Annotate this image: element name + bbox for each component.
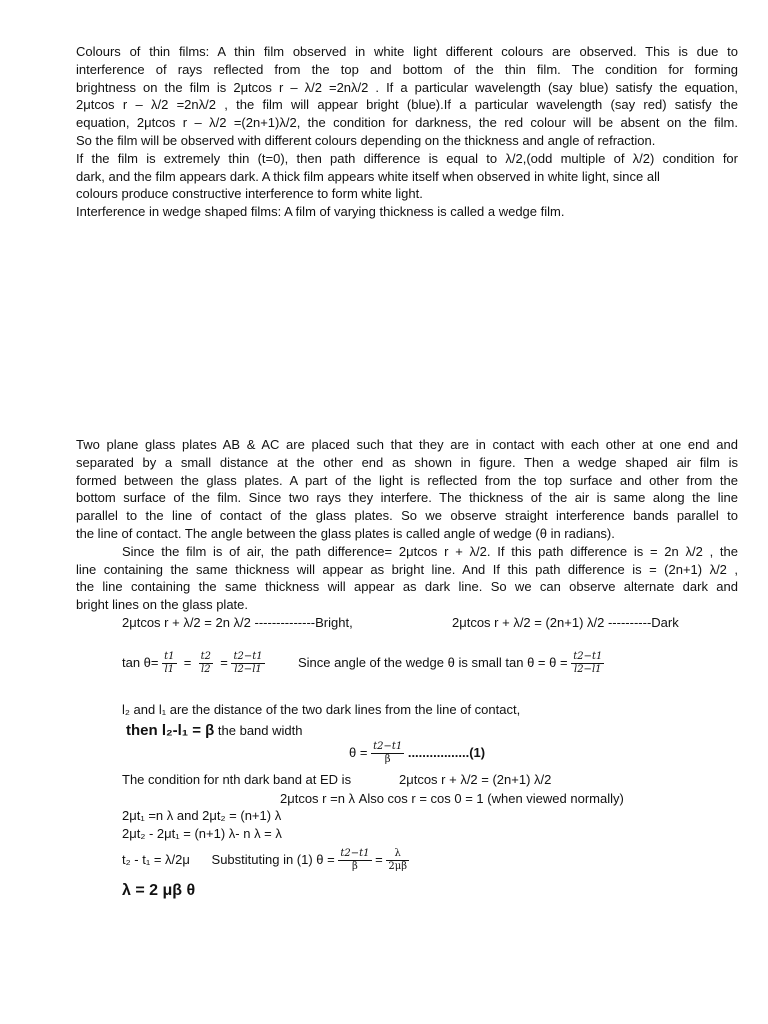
nth-dark-prefix: The condition for nth dark band at ED is <box>122 772 352 787</box>
substituting-text: Substituting in (1) θ = <box>211 852 335 867</box>
text-line: the line containing the same thickness will appear as dark line. So we can observe alternate dark and <box>76 579 738 595</box>
thickness-difference-equation <box>122 844 409 876</box>
dark-lines-description: l₂ and l₁ are the distance of the two dark lines from the line of contact, <box>122 702 521 717</box>
text-line: formed between the glass plates. A part of the light is reflected from the top surface and other from the <box>76 472 738 488</box>
band-width-definition <box>126 721 302 741</box>
final-result: λ = 2 μβ θ <box>122 882 196 899</box>
text-line: equation, 2μtcos r – λ/2 =(2n+1)λ/2, the condition for darkness, the red colour will be absent on the film. <box>76 115 738 131</box>
wedge-paragraph <box>76 436 738 614</box>
text-line: bottom surface of the film. Since two rays they interfere. The thickness of the air is same along the line <box>76 490 738 506</box>
nth-dark-equation: 2μtcos r + λ/2 = (2n+1) λ/2 <box>399 772 552 787</box>
text-line: the line of contact. The angle between the glass plates is called angle of wedge (θ in radians). <box>76 525 615 541</box>
fraction-dt-beta <box>371 741 404 766</box>
denominator: l2 <box>201 664 211 676</box>
text-line: colours produce constructive interference to form white light. <box>76 186 423 202</box>
numerator: t1 <box>164 651 175 663</box>
text-line: parallel to the line of contact of the glass plates. So we observe straight interference bands parallel to <box>76 508 738 524</box>
fraction-t1-l1 <box>162 651 176 676</box>
small-angle-equation <box>298 648 604 678</box>
tan-theta-equation <box>122 648 265 678</box>
equals-sign: = <box>183 655 192 670</box>
denominator: l2−l1 <box>234 664 262 676</box>
text-line: Interference in wedge shaped films: A film of varying thickness is called a wedge film. <box>76 204 565 220</box>
fraction-dt-dl <box>571 651 604 676</box>
numerator: t2−t1 <box>373 741 403 753</box>
denominator: l2−l1 <box>574 664 602 676</box>
text-line: Two plane glass plates AB & AC are placed such that they are in contact with each other at one end and <box>76 437 738 452</box>
text-line: Since the film is of air, the path difference= 2μtcos r + λ/2. If this path difference is = 2n λ/2 , the <box>122 543 738 559</box>
text-line: interference of rays reflected from the top and bottom of the thin film. The condition for forming <box>76 61 738 77</box>
dark-equation: 2μtcos r + λ/2 = (2n+1) λ/2 ----------Dark <box>452 615 679 630</box>
mu-t-equation: 2μt₁ =n λ and 2μt₂ = (n+1) λ <box>122 808 282 823</box>
denominator: l1 <box>164 664 175 676</box>
fraction-dt-beta <box>338 848 371 873</box>
bright-equation: 2μtcos r + λ/2 = 2n λ/2 --------------Bright, <box>122 615 353 630</box>
denominator: β <box>352 861 358 873</box>
then-text: then l₂-l₁ = β <box>126 722 215 739</box>
text-line: dark, and the film appears dark. A thick film appears white itself when observed in white light, since all <box>76 168 660 184</box>
equation-number: .................(1) <box>407 745 486 760</box>
difference-equation: 2μt₂ - 2μt₁ = (n+1) λ- n λ = λ <box>122 826 282 841</box>
fraction-dt-dl <box>231 651 264 676</box>
text-line: 2μtcos r – λ/2 =2nλ/2 , the film will appear bright (blue).If a particular wavelength (say red) satisfy the <box>76 97 738 113</box>
text-line: separated by a small distance at the other end as shown in figure. Then a wedge shaped air film is <box>76 454 738 470</box>
numerator: t2−t1 <box>573 651 603 663</box>
text-line: If the film is extremely thin (t=0), then path difference is equal to λ/2,(odd multiple of λ/2) condition for <box>76 150 738 166</box>
theta-equation-1 <box>349 738 485 768</box>
since-text: Since angle of the wedge θ is small tan θ = θ = <box>298 655 568 670</box>
numerator: t2−t1 <box>340 848 370 860</box>
denominator: β <box>384 754 391 766</box>
text-line: line containing the same thickness will appear as bright line. And If this path difference is = (2n+1) λ/2 , <box>76 561 738 577</box>
numerator: t2−t1 <box>233 651 263 663</box>
nth-dark-condition <box>122 772 351 788</box>
normal-incidence-equation: 2μtcos r =n λ Also cos r = cos 0 = 1 (when viewed normally) <box>280 791 624 806</box>
band-width-label: the band width <box>217 723 303 738</box>
t-diff: t₂ - t₁ = λ/2μ <box>122 852 190 867</box>
equals-sign: = <box>375 852 383 867</box>
denominator: 2μβ <box>388 861 408 873</box>
tan-prefix: tan θ= <box>122 655 159 670</box>
numerator: t2 <box>200 651 211 663</box>
theta-eq: θ = <box>349 745 368 760</box>
numerator: λ <box>386 848 409 861</box>
text-line: brightness on the film is 2μtcos r – λ/2 =2nλ/2 . If a particular wavelength (say blue) satisfy the equation, <box>76 79 738 95</box>
equals-sign: = <box>220 655 228 670</box>
text-line: bright lines on the glass plate. <box>76 597 248 613</box>
thin-films-paragraph <box>76 43 738 221</box>
text-line: So the film will be observed with different colours depending on the thickness and angle of refraction. <box>76 132 656 148</box>
fraction-lambda-2mubeta <box>386 848 409 873</box>
text-line: Colours of thin films: A thin film observed in white light different colours are observed. This is due to <box>76 44 738 59</box>
fraction-t2-l2 <box>199 651 213 676</box>
